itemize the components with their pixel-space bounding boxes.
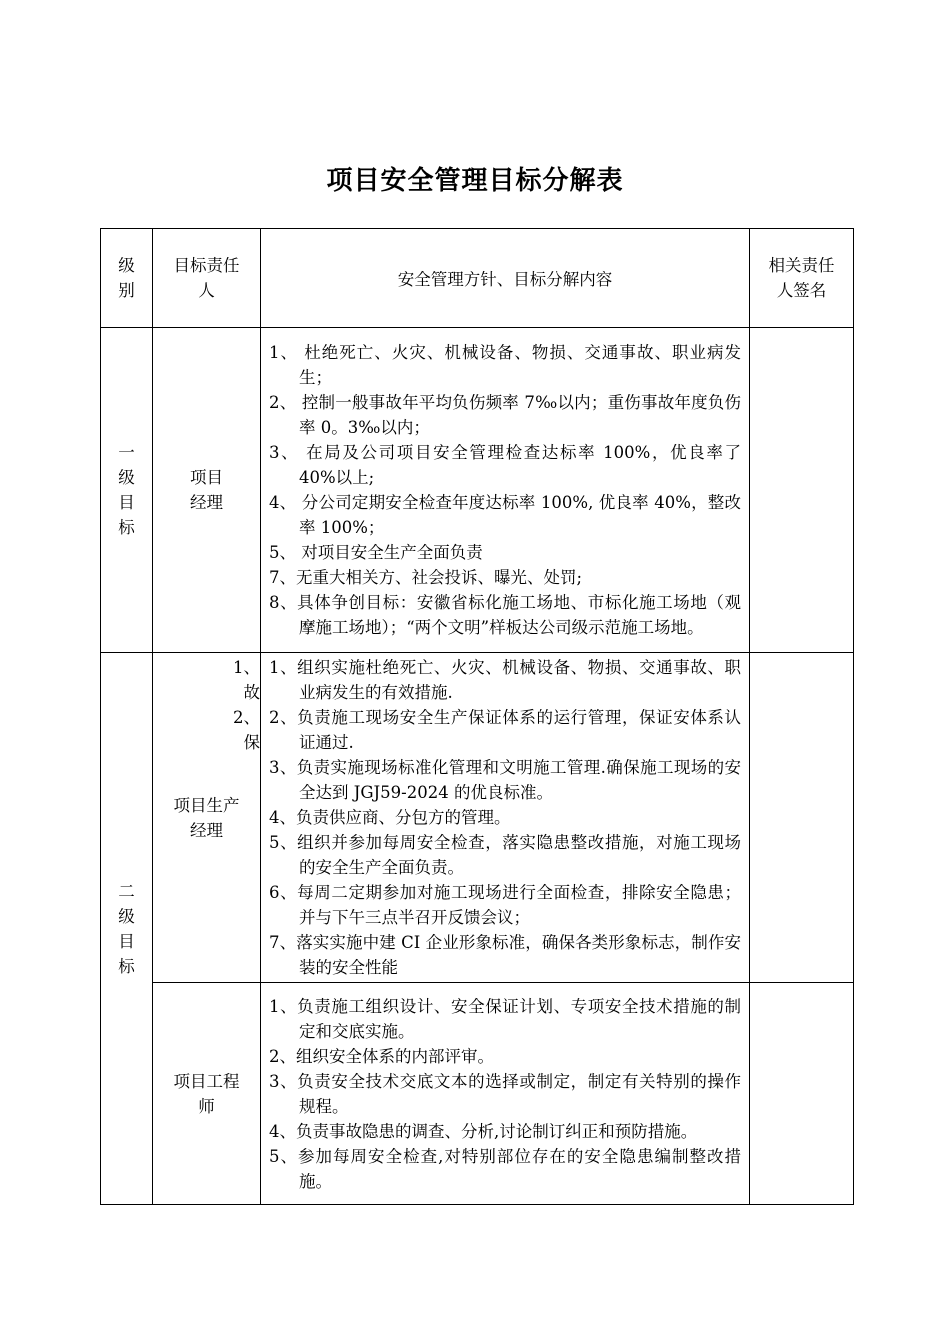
- header-level: 级别: [101, 229, 153, 328]
- list-item: 6、每周二定期参加对施工现场进行全面检查，排除安全隐患；并与下午三点半召开反馈会议；: [269, 883, 741, 927]
- content-list: [261, 992, 749, 1196]
- list-item: 4、负责供应商、分包方的管理。: [269, 808, 511, 827]
- goal-breakdown-table: [100, 228, 854, 1205]
- list-item: 7、无重大相关方、社会投诉、曝光、处罚;: [269, 568, 583, 587]
- content-cell-production-manager: [261, 653, 750, 983]
- overflow-fragment: 1、: [233, 658, 260, 677]
- list-item: 5、组织并参加每周安全检查，落实隐患整改措施，对施工现场的安全生产全面负责。: [269, 833, 741, 877]
- table-row-project-engineer: [101, 983, 854, 1205]
- list-item: 8、具体争创目标：安徽省标化施工场地、市标化施工场地（观摩施工场地）；“两个文明”样板达公司级示范施工场地。: [269, 593, 741, 637]
- content-list: [261, 653, 749, 982]
- document-title: 项目安全管理目标分解表: [326, 166, 624, 196]
- list-item: 1、 杜绝死亡、火灾、机械设备、物损、交通事故、职业病发生；: [269, 343, 741, 387]
- list-item: 3、负责安全技术交底文本的选择或制定，制定有关特别的操作规程。: [269, 1071, 741, 1116]
- person-cell-production-manager: 1、 故 2、 保 项目生产经理: [153, 653, 261, 983]
- level-cell-2: 二级目标: [101, 653, 153, 1205]
- list-item: 2、组织安全体系的内部评审。: [269, 1046, 494, 1066]
- list-item: 1、组织实施杜绝死亡、火灾、机械设备、物损、交通事故、职业病发生的有效措施.: [269, 658, 741, 702]
- table-row-production-manager: [101, 653, 854, 983]
- list-item: 4、 分公司定期安全检查年度达标率 100%, 优良率 40%，整改率 100%；: [269, 493, 741, 537]
- header-row: [101, 229, 854, 328]
- list-item: 3、 在局及公司项目安全管理检查达标率 100%，优良率了 40%以上;: [269, 443, 741, 487]
- content-list: [261, 338, 749, 642]
- person-cell-engineer: 项目工程师: [153, 983, 261, 1205]
- list-item: 1、负责施工组织设计、安全保证计划、专项安全技术措施的制定和交底实施。: [269, 996, 741, 1041]
- level-cell-1: 一级目标: [101, 328, 153, 653]
- list-item: 7、落实实施中建 CI 企业形象标准，确保各类形象标志，制作安装的安全性能: [269, 933, 741, 977]
- header-person: 目标责任人: [153, 229, 261, 328]
- list-item: 2、负责施工现场安全生产保证体系的运行管理，保证安体系认证通过.: [269, 708, 741, 752]
- table-row-level1: [101, 328, 854, 653]
- sign-cell-manager[interactable]: [750, 328, 854, 653]
- sign-cell-engineer[interactable]: [750, 983, 854, 1205]
- person-cell-manager: 项目经理: [153, 328, 261, 653]
- header-content: 安全管理方针、目标分解内容: [261, 229, 750, 328]
- overflow-fragment: 保: [243, 733, 260, 752]
- list-item: 4、负责事故隐患的调查、分析,讨论制订纠正和预防措施。: [269, 1121, 698, 1141]
- content-cell-manager: [261, 328, 750, 653]
- content-cell-engineer: [261, 983, 750, 1205]
- list-item: 5、参加每周安全检查,对特别部位存在的安全隐患编制整改措施。: [269, 1146, 741, 1191]
- overflow-fragment: 2、: [233, 708, 260, 727]
- list-item: 3、负责实施现场标准化管理和文明施工管理.确保施工现场的安全达到 JGJ59-2024 的优良标准。: [269, 758, 741, 802]
- overflow-fragment: 故: [243, 683, 260, 702]
- header-sign: 相关责任人签名: [750, 229, 854, 328]
- list-item: 5、 对项目安全生产全面负责: [269, 543, 483, 562]
- sign-cell-production-manager[interactable]: [750, 653, 854, 983]
- list-item: 2、 控制一般事故年平均负伤频率 7‰以内；重伤事故年度负伤率 0。3‰以内；: [269, 393, 741, 437]
